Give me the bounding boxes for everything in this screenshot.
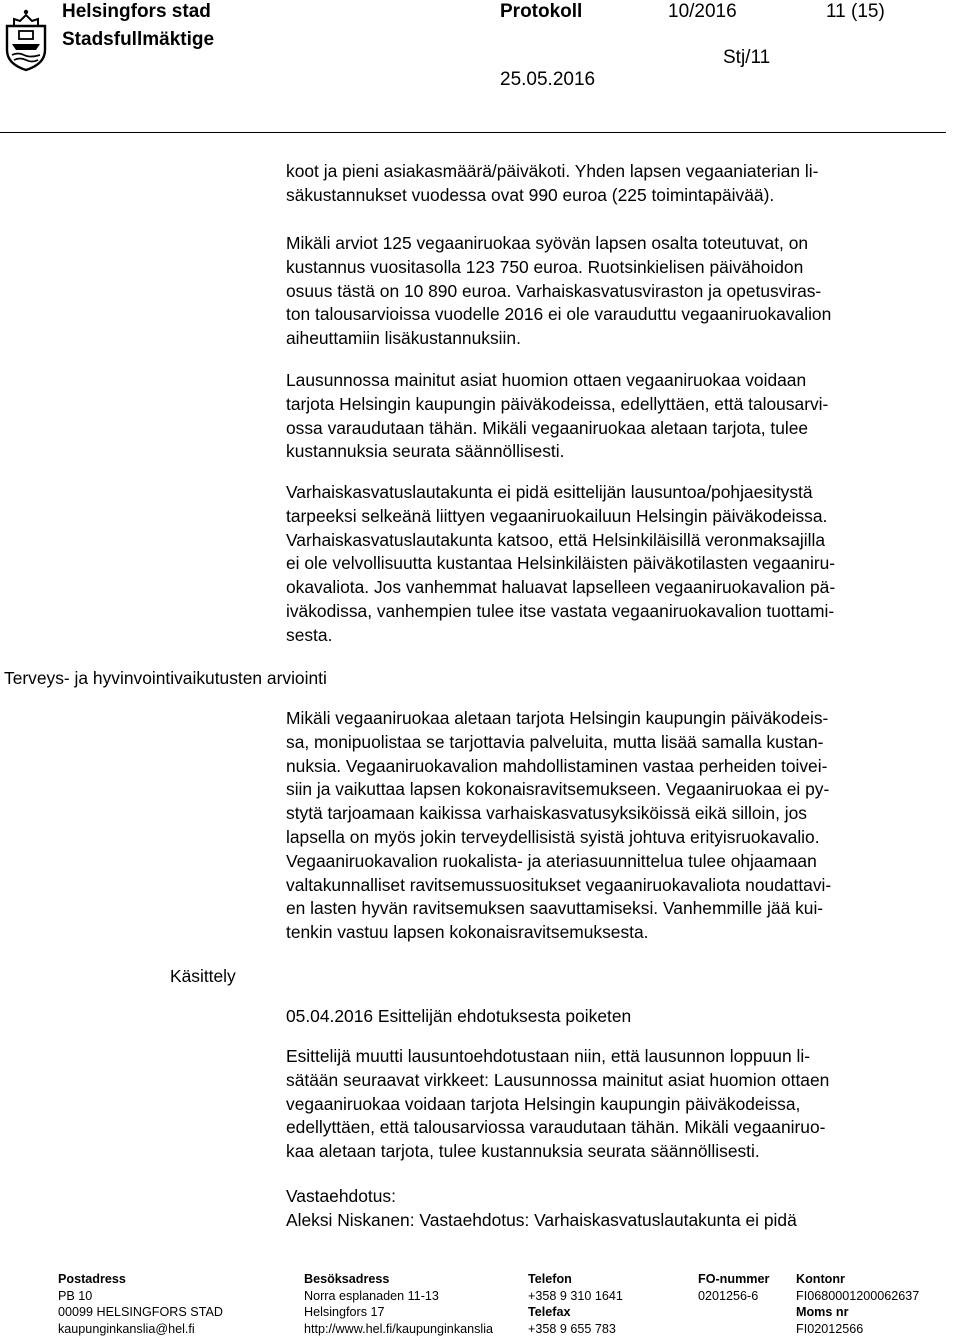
footer-business-id xyxy=(698,1271,769,1304)
paragraph-7: Esittelijä muutti lausuntoehdotustaan niin, että lausunnon loppuun li- sätään seuraavat virkkeet: Lausunnossa mainitut asiat huomion ottaen vegaaniruokaa voidaan tarjota Helsingin kaupungin päiväkodeissa, edellyttäen, että talousarviossa varaudutaan tähän. Mikäli vegaaniruo- kaa aletaan tarjota, tulee kustannuksia seurata säännöllisesti. xyxy=(286,1046,830,1162)
organization-name xyxy=(62,0,214,54)
helsinki-crest-icon xyxy=(4,6,48,72)
footer-phone-label: Telefon xyxy=(528,1272,572,1286)
footer-phone xyxy=(528,1271,623,1337)
footer-visit-label: Besöksadress xyxy=(304,1272,390,1286)
paragraph-4: Varhaiskasvatuslautakunta ei pidä esittelijän lausuntoa/pohjaesitystä tarpeeksi selkeänä liittyen vegaaniruokailuun Helsingin päiväkodeissa. Varhaiskasvatuslautakunta katsoo, että Helsinkiläisillä veronmaksajilla ei ole velvollisuutta kustantaa Helsinkiläisten päiväkotilasten vegaaniru- okavaliota. Jos vanhemmat haluavat lapselleen vegaaniruokavalion pä- iväkodissa, vanhempien tulee itse vastata vegaaniruokavalion tuottami- sesta. xyxy=(286,482,836,645)
paragraph-1: koot ja pieni asiakasmäärä/päiväkoti. Yhden lapsen vegaaniaterian li- säkustannukset vuodessa ovat 990 euroa (225 toimintapäivää). xyxy=(286,161,819,205)
footer-account xyxy=(796,1271,919,1337)
paragraph-8: Vastaehdotus: Aleksi Niskanen: Vastaehdotus: Varhaiskasvatuslautakunta ei pidä xyxy=(286,1186,797,1230)
footer-fax-number: +358 9 655 783 xyxy=(528,1321,616,1336)
footer-website-link[interactable]: http://www.hel.fi/kaupunginkanslia xyxy=(304,1321,494,1336)
footer-fax-label: Telefax xyxy=(528,1305,571,1320)
paragraph-6: 05.04.2016 Esittelijän ehdotuksesta poiketen xyxy=(286,1006,632,1026)
organization-line2: Stadsfullmäktige xyxy=(62,29,215,50)
section-label-handling: Käsittely xyxy=(170,966,236,986)
footer-account-label: Kontonr xyxy=(796,1272,845,1286)
case-id: Stj/11 xyxy=(723,47,771,68)
document-number: 10/2016 xyxy=(668,1,737,22)
paragraph-3: Lausunnossa mainitut asiat huomion ottaen vegaaniruokaa voidaan tarjota Helsingin kaupungin päiväkodeissa, edellyttäen, että talousarvi- ossa varaudutaan tähän. Mikäli vegaaniruokaa aletaan tarjota, tulee kustannuksia seurata säännöllisesti. xyxy=(286,370,829,462)
footer-vat-label: Moms nr xyxy=(796,1305,849,1320)
footer-fo-number: 0201256-6 xyxy=(698,1288,759,1303)
footer-fo-label: FO-nummer xyxy=(698,1272,770,1286)
section-label-health-impact: Terveys- ja hyvinvointivaikutusten arviointi xyxy=(4,668,327,688)
organization-line1: Helsingfors stad xyxy=(62,1,211,22)
meeting-date: 25.05.2016 xyxy=(500,69,596,90)
footer-postal-line1: PB 10 xyxy=(58,1288,93,1303)
footer-visit-line1: Norra esplanaden 11-13 xyxy=(304,1288,439,1303)
paragraph-5: Mikäli vegaaniruokaa aletaan tarjota Helsingin kaupungin päiväkodeis- sa, monipuolistaa se tarjottavia palveluita, mutta lisää samalla kustan- nuksia. Vegaaniruokavalion mahdollistaminen vastaa perheiden toivei- siin ja vaikuttaa lapsen kokonaisravitsemukseen. Vegaaniruokaa ei py- stytä tarjoamaan kaikissa varhaiskasvatusyksiköissä eikä silloin, jos lapsella on myös jokin terveydellisistä syistä johtuva erityisruokavalio. Vegaaniruokavalion ruokalista- ja ateriasuunnittelua tulee ohjaamaan valtakunnalliset ravitsemussuositukset vegaaniruokavaliota noudattavi- en lasten hyvän ravitsemuksen saavuttamiseksi. Vanhemmille jää kui- tenkin vastuu lapsen kokonaisravitsemuksesta. xyxy=(286,708,832,943)
footer-postal-label: Postadress xyxy=(58,1272,126,1286)
header-divider xyxy=(0,132,946,133)
paragraph-2: Mikäli arviot 125 vegaaniruokaa syövän lapsen osalta toteutuvat, on kustannus vuositasolla 123 750 euroa. Ruotsinkielisen päivähoidon osuus tästä on 10 890 euroa. Varhaiskasvatusviraston ja opetusviras- ton talousarvioissa vuodelle 2016 ei ole varauduttu vegaaniruokavalion aiheuttamiin lisäkustannuksiin. xyxy=(286,233,832,349)
footer-email[interactable]: kaupunginkanslia@hel.fi xyxy=(58,1321,195,1336)
footer-visit xyxy=(304,1271,493,1337)
footer-postal-line2: 00099 HELSINGFORS STAD xyxy=(58,1305,223,1320)
footer-account-number: FI0680001200062637 xyxy=(796,1288,920,1303)
page-number: 11 (15) xyxy=(826,1,885,22)
footer-vat-number: FI02012566 xyxy=(796,1321,864,1336)
footer-postal xyxy=(58,1271,223,1337)
footer-visit-line2: Helsingfors 17 xyxy=(304,1305,385,1320)
document-type: Protokoll xyxy=(500,1,583,22)
footer-phone-number: +358 9 310 1641 xyxy=(528,1288,623,1303)
